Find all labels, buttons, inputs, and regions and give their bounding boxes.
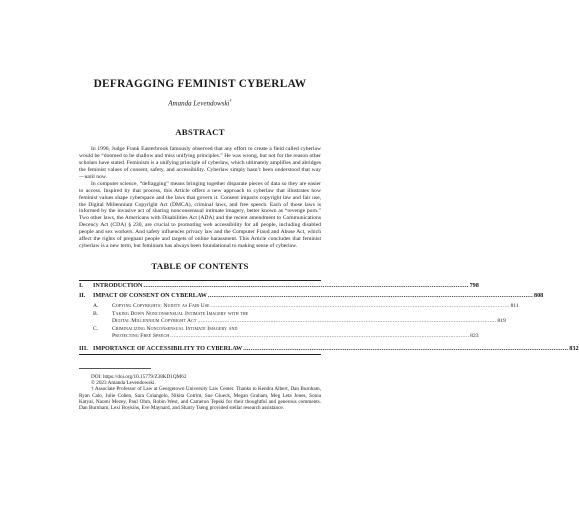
toc-section-label: INTRODUCTION xyxy=(93,281,143,289)
abstract-heading: ABSTRACT xyxy=(175,127,225,138)
footnotes xyxy=(79,374,321,412)
toc-section-number: III. xyxy=(79,345,88,353)
toc-page-number: 819 xyxy=(497,318,506,325)
toc-section-label: IMPORTANCE OF ACCESSIBILITY TO CYBERLAW xyxy=(93,345,243,353)
toc-subsection-c-continued[interactable] xyxy=(79,333,479,341)
abstract-body xyxy=(79,146,321,250)
toc-leader-dots xyxy=(170,333,469,341)
toc-page-number: 823 xyxy=(470,333,479,340)
toc-page-number: 798 xyxy=(469,281,479,289)
toc-page-number: 811 xyxy=(510,303,519,310)
doi-line[interactable]: DOI: https://doi.org/10.15779/Z38KD1QM62 xyxy=(91,373,187,380)
toc-subsection-label-continued: Protecting Free Speech xyxy=(112,333,170,340)
author-footnote: † Associate Professor of Law at Georgetown University Law Center. Thanks to Kendra Albert, Dan Burnham, Ryan Calo, Julie Cohen, Sara Colangelo, Nikita Cotrim, Sue Glueck, Megan Graham, Meg Leta Jones, Sonia Katyal, Naomi Mezey, Paul Ohm, Robin West, and Cameron Tepski for their thoughtful and generous comments. Dan Burnham, Lexi Boykins, Eve Maynard, and Sharry Tseng provided stellar research assistance. xyxy=(79,386,321,412)
toc-section-accessibility[interactable] xyxy=(79,344,579,355)
toc-subsection-label: Taking Down Nonconsensual Intimate Imagery with the xyxy=(112,310,249,317)
toc-subsection-letter: B. xyxy=(93,310,99,317)
article-author xyxy=(79,96,321,108)
toc-page-number: 832 xyxy=(569,345,579,353)
abstract-paragraph-1: In 1996, Judge Frank Easterbrook famously observed that any effort to create a field called cyberlaw would be “doomed to be shallow and miss unifying principles.” He was wrong, but not for the reason other scholars have stated. Feminism is a unifying principle of cyberlaw, which ultimately amplifies and abridges the feminist values of consent, safety, and accessibility. Cyberlaw simply hasn’t been understood that way—until now. xyxy=(79,146,321,180)
toc-section-introduction[interactable] xyxy=(79,280,479,291)
toc-section-label: IMPACT OF CONSENT ON CYBERLAW xyxy=(93,291,207,299)
abstract-paragraph-2: In computer science, “defragging” means bringing together disparate pieces of data so they are easier to access. Inspired by that process, this Article offers a new approach to cyberlaw that illustrates how feminist values shape cyberspace and the laws that govern it. Consent impacts copyright law and fair use, the Digital Millennium Copyright Act (DMCA), criminal laws, and free speech. Each of those laws is informed by the invasive act of sharing nonconsensual intimate imagery, better known as “revenge porn.” Two other laws, the Americans with Disabilities Act (ADA) and the recent amendment to Communications Decency Act (CDA) § 230, are crucial to promoting web accessibility for all people, including disabled people and sex workers. And safety influences privacy law and the Computer Fraud and Abuse Act, which affect the rights of pregnant people and targets of online harassment. This Article concludes that feminist cyberlaw is a new term, but feminism has always been foundational to making sense of cyberlaw. xyxy=(79,180,321,250)
toc-leader-dots xyxy=(144,281,469,291)
author-name: Amanda Levendowski xyxy=(168,99,230,108)
author-footnote-mark: † xyxy=(229,98,232,103)
toc-section-consent[interactable] xyxy=(79,291,544,301)
toc-subsection-letter: A. xyxy=(93,303,99,310)
toc-leader-dots xyxy=(197,318,496,326)
toc-subsections xyxy=(79,303,519,341)
toc-page-number: 808 xyxy=(533,291,544,299)
toc-subsection-a[interactable] xyxy=(79,303,519,311)
toc-subsection-b-continued[interactable] xyxy=(79,318,506,326)
toc-section-number: II. xyxy=(79,291,86,299)
toc-subsection-letter: C. xyxy=(93,325,99,332)
toc-subsection-label: Copying Copyrights: Nudity as Fair Use xyxy=(112,303,210,310)
table-of-contents xyxy=(79,280,579,355)
toc-subsection-c[interactable] xyxy=(79,326,321,334)
toc-heading: TABLE OF CONTENTS xyxy=(151,260,249,271)
footnote-divider xyxy=(79,368,151,369)
article-title: DEFRAGGING FEMINIST CYBERLAW xyxy=(93,78,307,90)
toc-leader-dots xyxy=(243,344,568,354)
toc-subsection-label-continued: Digital Millennium Copyright Act xyxy=(112,318,197,325)
toc-subsection-b[interactable] xyxy=(79,311,321,319)
toc-section-number: I. xyxy=(79,281,83,289)
toc-subsection-label: Criminalizing Nonconsensual Intimate Imagery and xyxy=(112,325,238,332)
toc-leader-dots xyxy=(208,291,533,301)
copyright-line: © 2023 Amanda Levendowski. xyxy=(91,379,156,386)
toc-leader-dots xyxy=(211,303,510,311)
